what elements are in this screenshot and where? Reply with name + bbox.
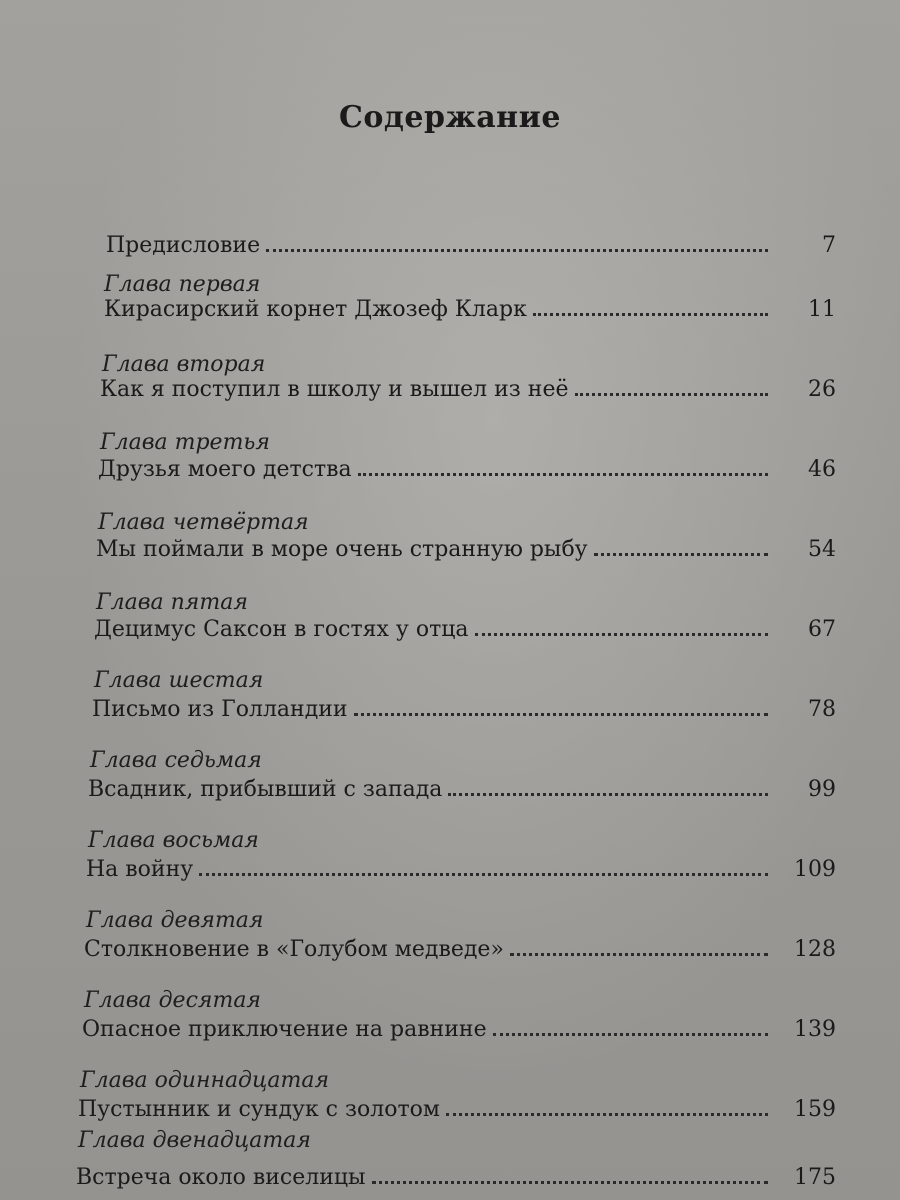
chapter-heading: Глава десятая bbox=[84, 988, 261, 1013]
page-number: 46 bbox=[808, 457, 836, 482]
dot-leader bbox=[354, 713, 768, 716]
chapter-heading: Глава пятая bbox=[96, 590, 248, 615]
page-number: 175 bbox=[794, 1165, 836, 1190]
entry-title: Друзья моего детства bbox=[98, 457, 352, 482]
toc-entry bbox=[96, 530, 836, 562]
page-number: 99 bbox=[808, 777, 836, 802]
dot-leader bbox=[372, 1181, 768, 1184]
chapter-heading: Глава девятая bbox=[86, 908, 264, 933]
entry-title: Как я поступил в школу и вышел из неё bbox=[100, 377, 569, 402]
entry-title: Кирасирский корнет Джозеф Кларк bbox=[104, 297, 527, 322]
chapter-heading: Глава третья bbox=[100, 430, 270, 455]
dot-leader bbox=[594, 553, 768, 556]
toc-entry bbox=[86, 850, 836, 882]
entry-title: Мы поймали в море очень странную рыбу bbox=[96, 537, 588, 562]
toc-entry bbox=[104, 290, 836, 322]
page-number: 67 bbox=[808, 617, 836, 642]
dot-leader bbox=[448, 793, 768, 796]
entry-title: Столкновение в «Голубом медведе» bbox=[84, 937, 504, 962]
toc-entry bbox=[98, 450, 836, 482]
toc-entry bbox=[82, 1010, 836, 1042]
entry-title: Предисловие bbox=[106, 233, 261, 258]
page-number: 109 bbox=[794, 857, 836, 882]
dot-leader bbox=[575, 393, 769, 396]
page-number: 11 bbox=[808, 297, 836, 322]
entry-title: Письмо из Голландии bbox=[92, 697, 348, 722]
dot-leader bbox=[358, 473, 768, 476]
page-number: 26 bbox=[808, 377, 836, 402]
dot-leader bbox=[475, 633, 768, 636]
chapter-heading: Глава шестая bbox=[94, 668, 264, 693]
entry-title: На войну bbox=[86, 857, 194, 882]
toc-entry bbox=[94, 610, 836, 642]
chapter-heading: Глава восьмая bbox=[88, 828, 259, 853]
entry-title: Встреча около виселицы bbox=[76, 1165, 366, 1190]
entry-title: Пустынник и сундук с золотом bbox=[78, 1097, 440, 1122]
toc-entry bbox=[100, 370, 836, 402]
chapter-heading: Глава двенадцатая bbox=[78, 1128, 311, 1153]
chapter-heading: Глава вторая bbox=[102, 352, 266, 377]
chapter-heading: Глава первая bbox=[104, 272, 261, 297]
page-number: 7 bbox=[822, 233, 836, 258]
dot-leader bbox=[510, 953, 768, 956]
dot-leader bbox=[266, 249, 768, 252]
dot-leader bbox=[493, 1033, 768, 1036]
chapter-heading: Глава седьмая bbox=[90, 748, 262, 773]
dot-leader bbox=[446, 1113, 768, 1116]
toc-entry bbox=[92, 690, 836, 722]
page-number: 139 bbox=[794, 1017, 836, 1042]
entry-title: Опасное приключение на равнине bbox=[82, 1017, 487, 1042]
chapter-heading: Глава четвёртая bbox=[98, 510, 309, 535]
chapter-heading: Глава одиннадцатая bbox=[80, 1068, 330, 1093]
entry-title: Децимус Саксон в гостях у отца bbox=[94, 617, 469, 642]
toc-entry bbox=[78, 1090, 836, 1122]
entry-title: Всадник, прибывший с запада bbox=[88, 777, 443, 802]
dot-leader bbox=[199, 873, 768, 876]
toc-entry bbox=[76, 1158, 836, 1190]
toc-entry-preface bbox=[106, 226, 836, 258]
page-number: 159 bbox=[794, 1097, 836, 1122]
toc-entry bbox=[84, 930, 836, 962]
page-number: 54 bbox=[808, 537, 836, 562]
dot-leader bbox=[533, 313, 768, 316]
page-number: 128 bbox=[794, 937, 836, 962]
toc-entry bbox=[88, 770, 836, 802]
page-title: Содержание bbox=[339, 100, 561, 135]
page-number: 78 bbox=[808, 697, 836, 722]
